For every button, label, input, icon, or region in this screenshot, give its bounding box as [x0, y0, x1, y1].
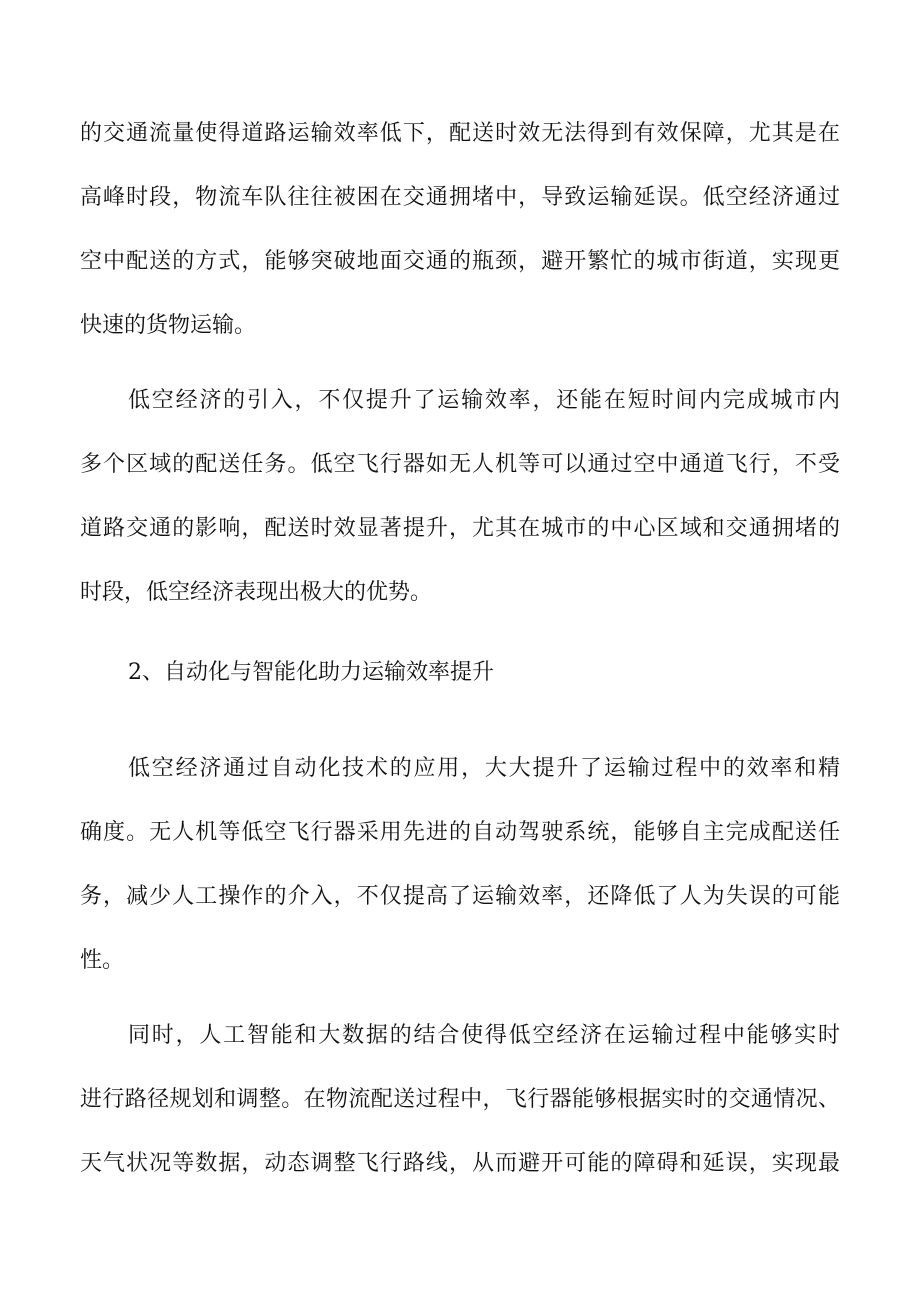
text-line: 性。 [80, 948, 125, 973]
text-line: 的交通流量使得道路运输效率低下，配送时效无法得到有效保障，尤其是在 [80, 121, 840, 146]
heading-text: 2、自动化与智能化助力运输效率提升 [128, 660, 494, 685]
text-line: 多个区域的配送任务。低空飞行器如无人机等可以通过空中通道飞行，不受 [80, 452, 840, 477]
text-line: 进行路径规划和调整。在物流配送过程中，飞行器能够根据实时的交通情况、 [80, 1087, 840, 1112]
text-line: 快速的货物运输。 [80, 313, 257, 338]
text-line: 高峰时段，物流车队往往被困在交通拥堵中，导致运输延误。低空经济通过 [80, 185, 840, 210]
text-line: 道路交通的影响，配送时效显著提升，尤其在城市的中心区域和交通拥堵的 [80, 516, 840, 541]
text-line: 空中配送的方式，能够突破地面交通的瓶颈，避开繁忙的城市街道，实现更 [80, 249, 840, 274]
text-line: 确度。无人机等低空飞行器采用先进的自动驾驶系统，能够自主完成配送任 [80, 820, 840, 845]
text-line: 同时，人工智能和大数据的结合使得低空经济在运输过程中能够实时 [128, 1023, 840, 1048]
text-line: 务，减少人工操作的介入，不仅提高了运输效率，还降低了人为失误的可能 [80, 884, 840, 909]
text-line: 天气状况等数据，动态调整飞行路线，从而避开可能的障碍和延误，实现最 [80, 1151, 840, 1176]
text-line: 低空经济的引入，不仅提升了运输效率，还能在短时间内完成城市内 [128, 388, 840, 413]
text-line: 低空经济通过自动化技术的应用，大大提升了运输过程中的效率和精 [128, 756, 840, 781]
text-line: 时段，低空经济表现出极大的优势。 [80, 580, 433, 605]
